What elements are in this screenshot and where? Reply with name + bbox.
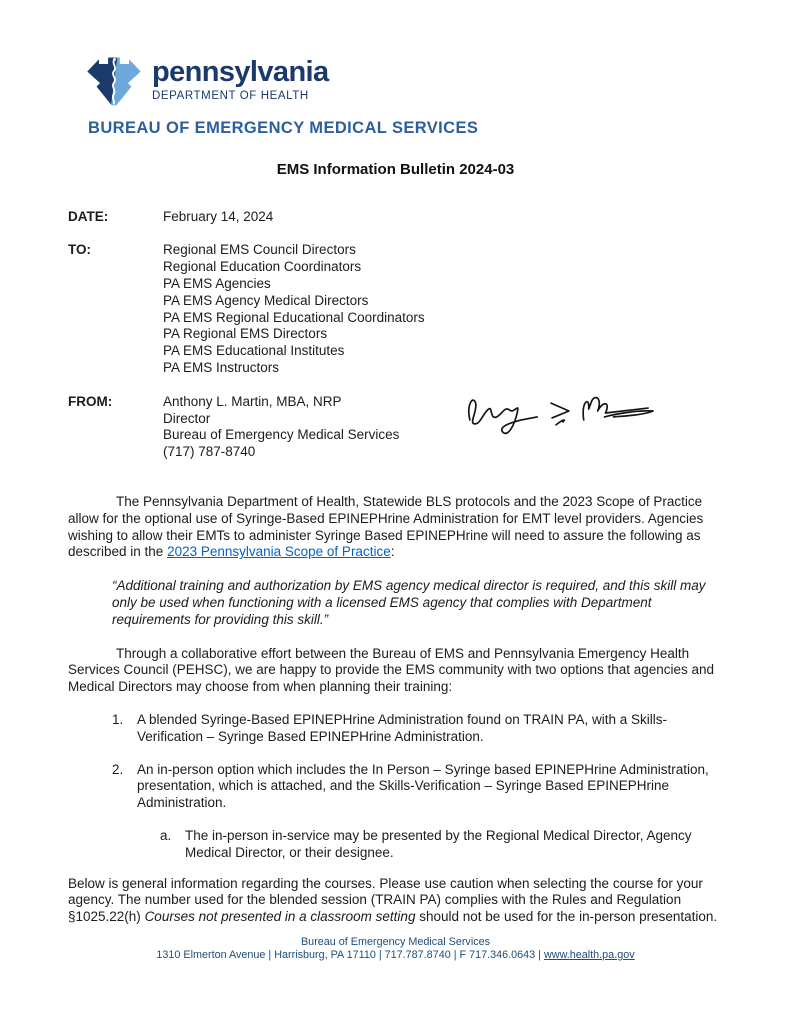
from-row bbox=[68, 394, 723, 461]
from-phone: (717) 787-8740 bbox=[163, 444, 256, 460]
body-section bbox=[68, 494, 723, 926]
from-title: Director bbox=[163, 410, 211, 426]
list-item-1 bbox=[68, 712, 723, 746]
list-subitem-a bbox=[68, 828, 723, 862]
footer-org-line: Bureau of Emergency Medical Services bbox=[300, 936, 491, 948]
to-recipient: PA Regional EMS Directors bbox=[163, 326, 328, 342]
paragraph-1-text: The Pennsylvania Department of Health, Statewide BLS protocols and the 2023 Scope of Practice allow for the optional use of Syringe-Based EPINEPHrine Administration for EMT level providers. Agencies wishing to allow their EMTs to administer Syringe Based EPINEPHrine will need to assure the following as described in the bbox=[68, 493, 704, 560]
paragraph-3-end: should not be used for the in-person presentation. bbox=[415, 909, 718, 925]
to-recipient: PA EMS Agencies bbox=[163, 275, 271, 291]
paragraph-1-colon: : bbox=[390, 544, 395, 560]
to-recipient: PA EMS Instructors bbox=[163, 359, 280, 375]
date-value: February 14, 2024 bbox=[163, 208, 274, 224]
to-recipient: PA EMS Agency Medical Directors bbox=[163, 292, 369, 308]
bulletin-title: EMS Information Bulletin 2024-03 bbox=[276, 160, 515, 178]
from-name: Anthony L. Martin, MBA, NRP bbox=[163, 393, 342, 409]
logo-wordmark: pennsylvania bbox=[152, 56, 329, 88]
paragraph-3-text: Below is general information regarding the courses. Please use caution when selecting the course for your agency. The number used for the blended session (TRAIN PA) complies with the Rules and Regulation §1025.22(h) bbox=[68, 875, 703, 925]
pa-keystone-caduceus-icon bbox=[85, 52, 143, 112]
list-subitem-a-number: a. bbox=[160, 827, 172, 843]
paragraph-2: Through a collaborative effort between the Bureau of EMS and Pennsylvania Emergency Health Services Council (PEHSC), we are happy to provide the EMS community with two options that agencies and Medical Directors may choose from when planning their training: bbox=[68, 645, 715, 695]
paragraph-3-italic: Courses not presented in a classroom setting bbox=[144, 909, 416, 925]
list-item-1-number: 1. bbox=[112, 711, 124, 727]
scope-of-practice-link[interactable]: 2023 Pennsylvania Scope of Practice bbox=[167, 544, 391, 560]
header-logo bbox=[85, 52, 723, 112]
list-item-2-number: 2. bbox=[112, 761, 124, 777]
list-item-2 bbox=[68, 762, 723, 812]
paragraph-3 bbox=[68, 876, 723, 926]
logo-department-line: DEPARTMENT OF HEALTH bbox=[152, 90, 309, 102]
scope-quote: “Additional training and authorization by EMS agency medical director is required, and this skill may only be used when functioning with a licensed EMS agency that complies with Department requirements for providing this skill.” bbox=[112, 578, 706, 627]
list-item-1-text: A blended Syringe-Based EPINEPHrine Administration found on TRAIN PA, with a Skills-Verification – Syringe Based EPINEPHrine Administration. bbox=[137, 711, 668, 744]
to-recipient: Regional Education Coordinators bbox=[163, 259, 362, 275]
page-footer bbox=[0, 936, 791, 962]
date-label: DATE: bbox=[68, 208, 109, 224]
meta-section bbox=[68, 209, 723, 461]
footer-website-link[interactable]: www.health.pa.gov bbox=[543, 949, 635, 961]
to-recipient-list bbox=[163, 242, 723, 376]
to-recipient: PA EMS Regional Educational Coordinators bbox=[163, 309, 425, 325]
to-row bbox=[68, 242, 723, 376]
to-recipient: PA EMS Educational Institutes bbox=[163, 343, 345, 359]
paragraph-1 bbox=[68, 494, 723, 561]
date-row bbox=[68, 209, 723, 226]
footer-address-line bbox=[0, 949, 791, 962]
logo-text bbox=[152, 58, 329, 105]
list-item-2-text: An in-person option which includes the In Person – Syringe based EPINEPHrine Administration, presentation, which is attached, and the Skills-Verification – Syringe Based EPINEPHrine Administration. bbox=[137, 761, 709, 811]
from-org: Bureau of Emergency Medical Services bbox=[163, 427, 400, 443]
from-label: FROM: bbox=[68, 393, 113, 409]
footer-address-text: 1310 Elmerton Avenue | Harrisburg, PA 17110 | 717.787.8740 | F 717.346.0643 | bbox=[156, 949, 544, 961]
bureau-heading: BUREAU OF EMERGENCY MEDICAL SERVICES bbox=[88, 119, 479, 137]
options-list bbox=[68, 712, 723, 862]
to-recipient: Regional EMS Council Directors bbox=[163, 242, 356, 258]
handwritten-signature-icon bbox=[458, 384, 656, 440]
to-label: TO: bbox=[68, 242, 91, 258]
list-subitem-a-text: The in-person in-service may be presented by the Regional Medical Director, Agency Medical Director, or their designee. bbox=[185, 827, 692, 860]
